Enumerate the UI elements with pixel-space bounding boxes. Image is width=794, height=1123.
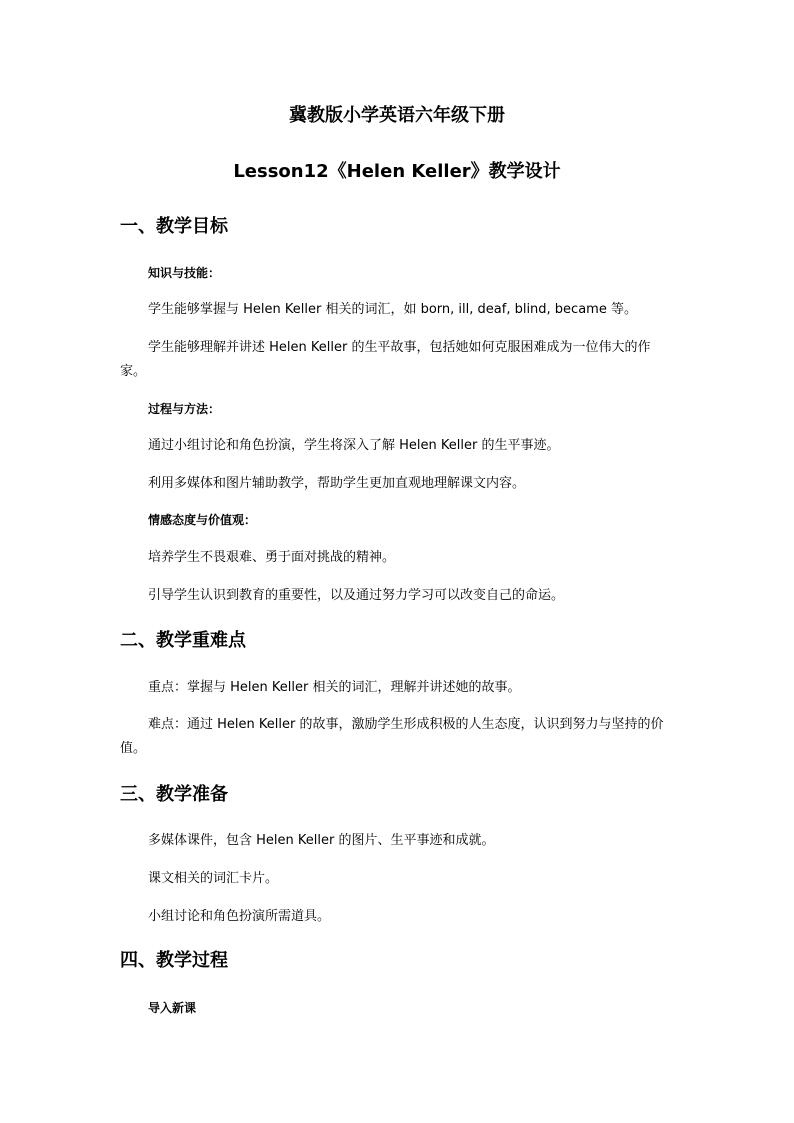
- paragraph: 多媒体课件，包含 Helen Keller 的图片、生平事迹和成就。: [148, 833, 495, 848]
- paragraph: 学生能够理解并讲述 Helen Keller 的生平故事，包括她如何克服困难成为一位伟大的作家。: [120, 340, 651, 379]
- paragraph: 重点：掌握与 Helen Keller 相关的词汇，理解并讲述她的故事。: [148, 680, 521, 695]
- paragraph: 难点：通过 Helen Keller 的故事，激励学生形成积极的人生态度，认识到努力与坚持的价值。: [120, 717, 664, 756]
- document-title: 冀教版小学英语六年级下册: [289, 105, 505, 126]
- paragraph: 培养学生不畏艰难、勇于面对挑战的精神。: [148, 550, 396, 565]
- paragraph: 课文相关的词汇卡片。: [148, 871, 279, 886]
- paragraph: 通过小组讨论和角色扮演，学生将深入了解 Helen Keller 的生平事迹。: [148, 438, 560, 453]
- paragraph: 引导学生认识到教育的重要性，以及通过努力学习可以改变自己的命运。: [148, 588, 565, 603]
- section-heading-objectives: 一、教学目标: [120, 216, 228, 237]
- section-heading-process: 四、教学过程: [120, 950, 228, 971]
- subsection-label-values: 情感态度与价值观：: [148, 513, 257, 527]
- subsection-label-knowledge: 知识与技能：: [148, 266, 221, 280]
- paragraph: 学生能够掌握与 Helen Keller 相关的词汇，如 born, ill, deaf, blind, became 等。: [148, 302, 637, 317]
- paragraph: 小组讨论和角色扮演所需道具。: [148, 909, 331, 924]
- paragraph: 利用多媒体和图片辅助教学，帮助学生更加直观地理解课文内容。: [148, 476, 526, 491]
- subsection-label-process: 过程与方法：: [148, 402, 221, 416]
- subsection-label-introduction: 导入新课: [148, 1001, 197, 1015]
- section-heading-preparation: 三、教学准备: [120, 784, 228, 805]
- section-heading-key-points: 二、教学重难点: [120, 630, 246, 651]
- document-subtitle: Lesson12《Helen Keller》教学设计: [233, 161, 561, 182]
